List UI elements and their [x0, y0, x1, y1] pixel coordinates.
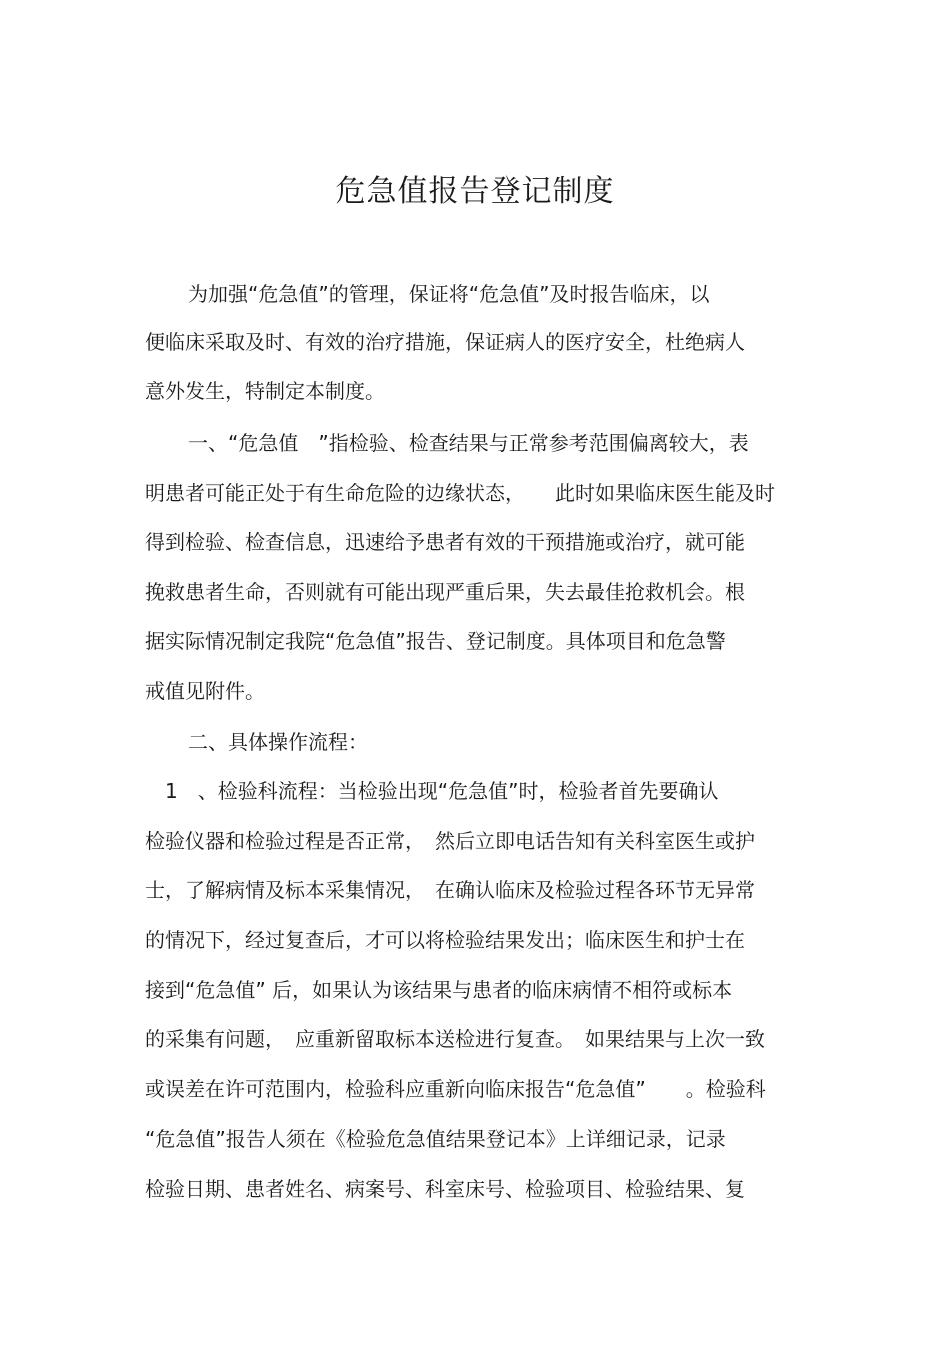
paragraph-line: “危急值”报告人须在《检验危急值结果登记本》上详细记录，记录 — [145, 1127, 726, 1151]
paragraph-line: 士，了解病情及标本采集情况， 在确认临床及检验过程各环节无异常 — [145, 878, 755, 902]
paragraph-line: 或误差在许可范围内，检验科应重新向临床报告“危急值” 。检验科 — [145, 1077, 766, 1101]
paragraph-line: 得到检验、检查信息，迅速给予患者有效的干预措施或治疗，就可能 — [145, 530, 745, 554]
paragraph-line: 的情况下，经过复查后，才可以将检验结果发出；临床医生和护士在 — [145, 928, 745, 952]
paragraph-line: 为加强“危急值”的管理，保证将“危急值”及时报告临床，以 — [188, 282, 710, 306]
paragraph-line: 戒值见附件。 — [145, 679, 265, 703]
paragraph-line: 接到“危急值” 后，如果认为该结果与患者的临床病情不相符或标本 — [145, 978, 733, 1002]
document-title: 危急值报告登记制度 — [335, 174, 615, 209]
paragraph-line: 据实际情况制定我院“危急值”报告、登记制度。具体项目和危急警 — [145, 629, 726, 653]
paragraph-line: 检验仪器和检验过程是否正常， 然后立即电话告知有关科室医生或护 — [145, 829, 755, 853]
paragraph-line: 1 、检验科流程：当检验出现“危急值”时，检验者首先要确认 — [165, 779, 719, 803]
paragraph-line: 意外发生，特制定本制度。 — [145, 379, 385, 403]
paragraph-line: 一、“危急值 ”指检验、检查结果与正常参考范围偏离较大，表 — [188, 431, 749, 455]
paragraph-line: 的采集有问题， 应重新留取标本送检进行复查。 如果结果与上次一致 — [145, 1027, 765, 1051]
paragraph-line: 挽救患者生命，否则就有可能出现严重后果，失去最佳抢救机会。根 — [145, 580, 745, 604]
section-heading: 二、具体操作流程： — [188, 730, 368, 754]
paragraph-line: 检验日期、患者姓名、病案号、科室床号、检验项目、检验结果、复 — [145, 1177, 745, 1201]
paragraph-line: 便临床采取及时、有效的治疗措施，保证病人的医疗安全，杜绝病人 — [145, 330, 745, 354]
paragraph-line: 明患者可能正处于有生命危险的边缘状态， 此时如果临床医生能及时 — [145, 481, 775, 505]
